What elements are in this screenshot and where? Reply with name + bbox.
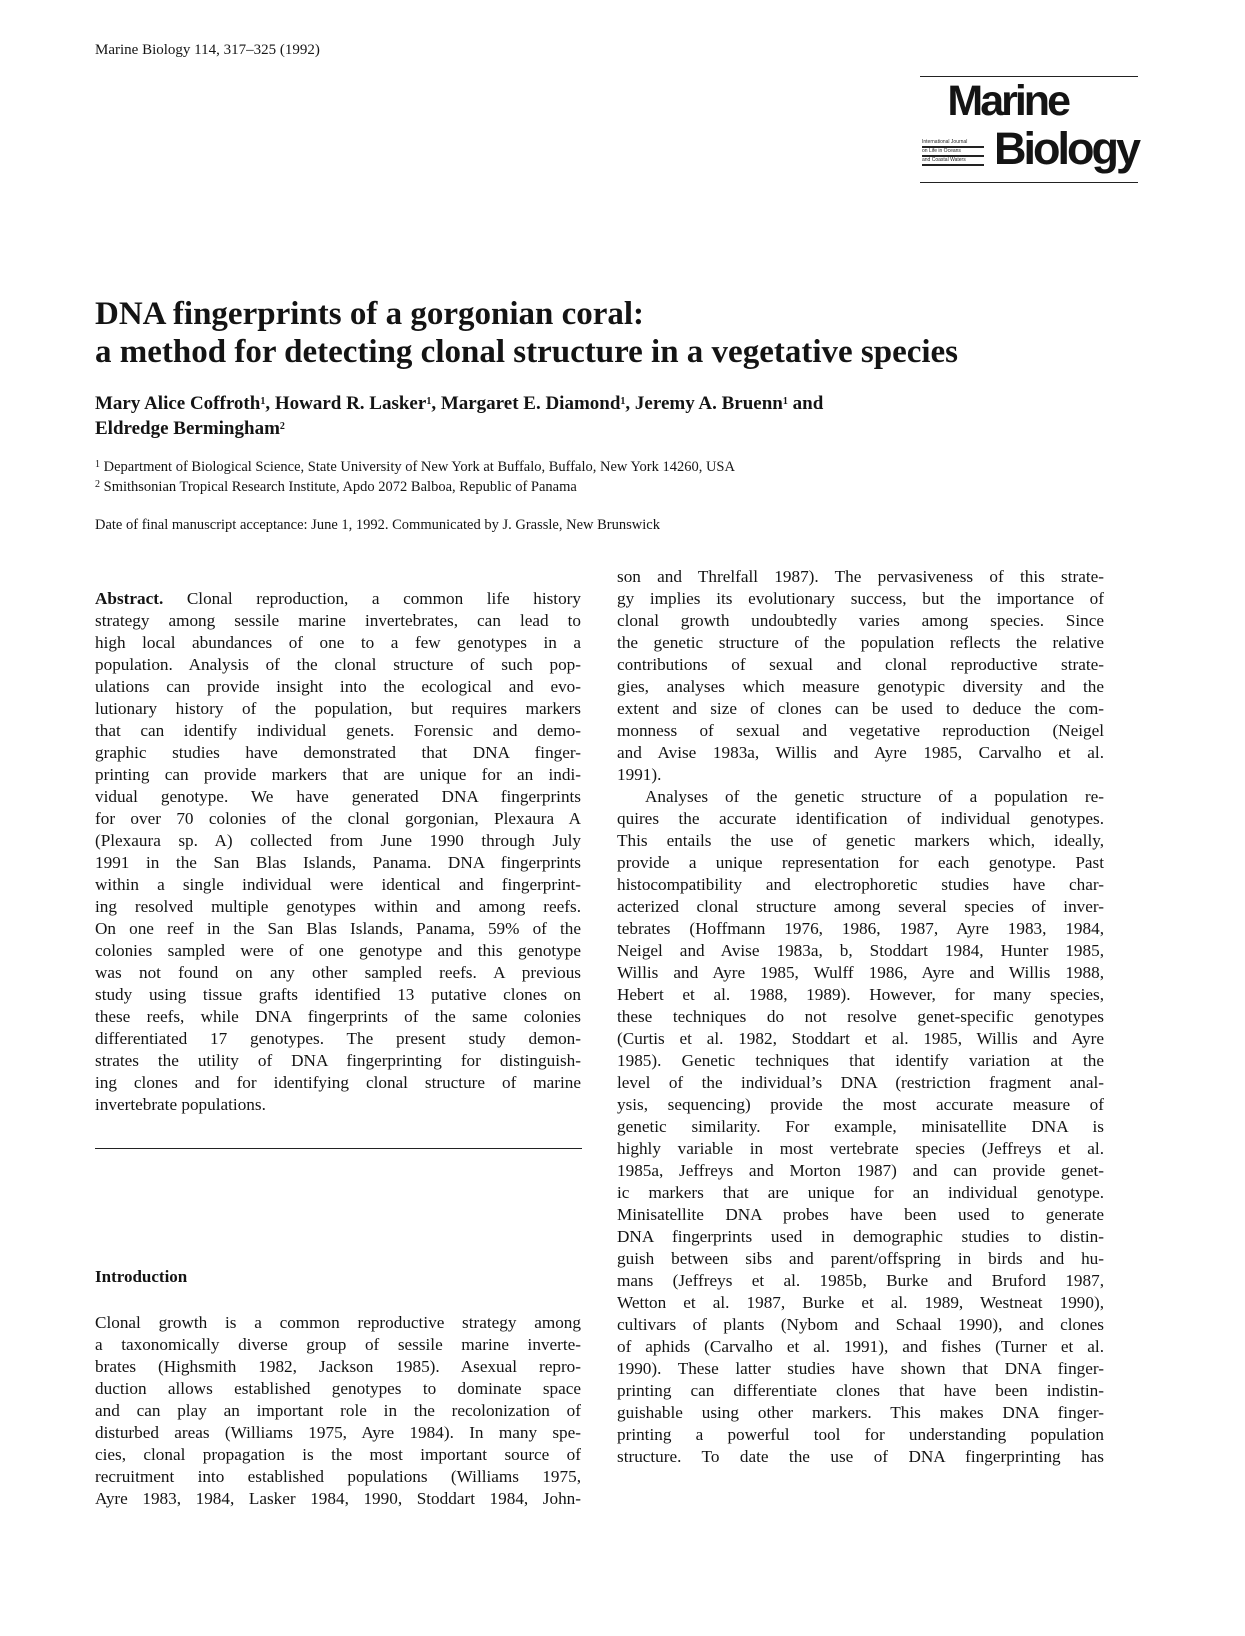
text-line: was not found on any other sampled reefs. A previous bbox=[95, 963, 581, 982]
author-line bbox=[95, 391, 1155, 416]
text-line: and Avise 1983a, Willis and Ayre 1985, Carvalho et al. bbox=[617, 743, 1104, 762]
text-line: recruitment into established populations (Williams 1975, bbox=[95, 1467, 581, 1486]
title-line: DNA fingerprints of a gorgonian coral: bbox=[95, 296, 645, 332]
text-line: ysis, sequencing) provide the most accurate measure of bbox=[617, 1095, 1104, 1114]
logo-biology: Biology bbox=[994, 123, 1138, 174]
author-name: Jeremy A. Bruenn bbox=[634, 393, 783, 414]
affiliation-text: Department of Biological Science, State University of New York at Buffalo, Buffalo, New York 14260, USA bbox=[103, 459, 735, 475]
text-line: contributions of sexual and clonal reproductive strate- bbox=[617, 655, 1104, 674]
text-line: strategy among sessile marine invertebrates, can lead to bbox=[95, 611, 581, 630]
text-line: extent and size of clones can be used to deduce the com- bbox=[617, 699, 1104, 718]
text-line: study using tissue grafts identified 13 putative clones on bbox=[95, 985, 581, 1004]
abstract-label: Abstract. bbox=[95, 589, 164, 608]
text-line: brates (Highsmith 1982, Jackson 1985). Asexual repro- bbox=[95, 1357, 581, 1376]
text-line bbox=[95, 588, 581, 610]
text-line: ing clones and for identifying clonal structure of marine bbox=[95, 1073, 581, 1092]
text-line: these reefs, while DNA fingerprints of the same colonies bbox=[95, 1007, 581, 1026]
logo-tagline-line: International Journal bbox=[922, 139, 984, 148]
author-affil-mark: 1 bbox=[260, 396, 266, 407]
text-line: Ayre 1983, 1984, Lasker 1984, 1990, Stoddart 1984, John- bbox=[95, 1489, 581, 1508]
text-line: guishable using other markers. This makes DNA finger- bbox=[617, 1403, 1104, 1422]
text-line: gies, analyses which measure genotypic diversity and the bbox=[617, 677, 1104, 696]
author-separator: and bbox=[787, 393, 824, 414]
text-line: 1985). Genetic techniques that identify variation at the bbox=[617, 1051, 1104, 1070]
text-line: strates the utility of DNA fingerprinting for distinguish- bbox=[95, 1051, 581, 1070]
author-separator: , bbox=[431, 393, 441, 414]
text-line: son and Threlfall 1987). The pervasiveness of this strate- bbox=[617, 567, 1104, 586]
text-line: invertebrate populations. bbox=[95, 1095, 266, 1114]
text-line: mans (Jeffreys et al. 1985b, Burke and Bruford 1987, bbox=[617, 1271, 1104, 1290]
text-line: of aphids (Carvalho et al. 1991), and fishes (Turner et al. bbox=[617, 1337, 1104, 1356]
text-line: Analyses of the genetic structure of a population re- bbox=[645, 787, 1104, 806]
section-heading-introduction: Introduction bbox=[95, 1267, 188, 1286]
text-line: DNA fingerprints used in demographic studies to distin- bbox=[617, 1227, 1104, 1246]
author-affil-mark: 1 bbox=[426, 396, 432, 407]
text-line: (Curtis et al. 1982, Stoddart et al. 1985, Willis and Ayre bbox=[617, 1029, 1104, 1048]
text-line: lutionary history of the population, but requires markers bbox=[95, 699, 581, 718]
text-line: 1985a, Jeffreys and Morton 1987) and can provide genet- bbox=[617, 1161, 1104, 1180]
text-line: gy implies its evolutionary success, but the importance of bbox=[617, 589, 1104, 608]
text-line: a taxonomically diverse group of sessile marine inverte- bbox=[95, 1335, 581, 1354]
text-line: histocompatibility and electrophoretic studies have char- bbox=[617, 875, 1104, 894]
text-line: 1991). bbox=[617, 765, 662, 784]
text-line: duction allows established genotypes to dominate space bbox=[95, 1379, 581, 1398]
text-line: that can identify individual genets. Forensic and demo- bbox=[95, 721, 581, 740]
text-line: level of the individual’s DNA (restriction fragment anal- bbox=[617, 1073, 1104, 1092]
text-line: colonies sampled were of one genotype and this genotype bbox=[95, 941, 581, 960]
text-line: printing can provide markers that are unique for an indi- bbox=[95, 765, 581, 784]
abstract bbox=[95, 588, 581, 1116]
logo-tagline-line: and Coastal Waters bbox=[922, 157, 984, 166]
text-line: tebrates (Hoffmann 1976, 1986, 1987, Ayre 1983, 1984, bbox=[617, 919, 1104, 938]
author-name: Margaret E. Diamond bbox=[440, 393, 621, 414]
text-line: 1991 in the San Blas Islands, Panama. DNA fingerprints bbox=[95, 853, 581, 872]
text-line: acterized clonal structure among several species of inver- bbox=[617, 897, 1104, 916]
text-line: graphic studies have demonstrated that DNA finger- bbox=[95, 743, 581, 762]
text-line: highly variable in most vertebrate species (Jeffreys et al. bbox=[617, 1139, 1104, 1158]
paper-title bbox=[95, 295, 1155, 371]
author-affil-mark: 1 bbox=[782, 396, 788, 407]
affiliation bbox=[95, 477, 1155, 497]
text-line: ulations can provide insight into the ecological and evo- bbox=[95, 677, 581, 696]
title-line: a method for detecting clonal structure in a vegetative species bbox=[95, 334, 959, 370]
journal-logo bbox=[920, 76, 1138, 186]
right-column-text bbox=[617, 566, 1104, 1468]
text-line: for over 70 colonies of the clonal gorgonian, Plexaura A bbox=[95, 809, 581, 828]
text-line: printing a powerful tool for understanding population bbox=[617, 1425, 1104, 1444]
text-line: Minisatellite DNA probes have been used to generate bbox=[617, 1205, 1104, 1224]
affiliation-text: Smithsonian Tropical Research Institute, Apdo 2072 Balboa, Republic of Panama bbox=[103, 479, 577, 495]
text-line: genetic similarity. For example, minisatellite DNA is bbox=[617, 1117, 1104, 1136]
author-name: Mary Alice Coffroth bbox=[95, 393, 261, 414]
affiliation-mark: 2 bbox=[95, 479, 100, 490]
logo-tagline bbox=[922, 139, 984, 166]
text-line: vidual genotype. We have generated DNA fingerprints bbox=[95, 787, 581, 806]
text-line: guish between sibs and parent/offspring in birds and hu- bbox=[617, 1249, 1104, 1268]
abstract-separator bbox=[95, 1148, 582, 1149]
introduction-text bbox=[95, 1312, 581, 1510]
text-line: ing resolved multiple genotypes within and among reefs. bbox=[95, 897, 581, 916]
text-line: cultivars of plants (Nybom and Schaal 1990), and clones bbox=[617, 1315, 1104, 1334]
text-line: On one reef in the San Blas Islands, Panama, 59% of the bbox=[95, 919, 581, 938]
author-affil-mark: 1 bbox=[620, 396, 626, 407]
author-separator: , bbox=[625, 393, 635, 414]
text-line: clonal growth undoubtedly varies among species. Since bbox=[617, 611, 1104, 630]
text-line: cies, clonal propagation is the most important source of bbox=[95, 1445, 581, 1464]
affiliation-mark: 1 bbox=[95, 459, 100, 470]
text-line: Willis and Ayre 1985, Wulff 1986, Ayre and Willis 1988, bbox=[617, 963, 1104, 982]
text-line: Wetton et al. 1987, Burke et al. 1989, Westneat 1990), bbox=[617, 1293, 1104, 1312]
text-line: (Plexaura sp. A) collected from June 1990 through July bbox=[95, 831, 581, 850]
text-line: printing can differentiate clones that have been indistin- bbox=[617, 1381, 1104, 1400]
journal-citation: Marine Biology 114, 317–325 (1992) bbox=[95, 42, 320, 58]
author-list bbox=[95, 391, 1155, 441]
author-affil-mark: 2 bbox=[279, 421, 285, 432]
logo-bottom-rule bbox=[920, 182, 1138, 183]
text-line: ic markers that are unique for an individual genotype. bbox=[617, 1183, 1104, 1202]
text-line: and can play an important role in the recolonization of bbox=[95, 1401, 581, 1420]
text-line: disturbed areas (Williams 1975, Ayre 1984). In many spe- bbox=[95, 1423, 581, 1442]
text-line: 1990). These latter studies have shown that DNA finger- bbox=[617, 1359, 1104, 1378]
text-line: This entails the use of genetic markers which, ideally, bbox=[617, 831, 1104, 850]
text-line: high local abundances of one to a few genotypes in a bbox=[95, 633, 581, 652]
affiliations bbox=[95, 457, 1155, 497]
logo-marine: Marine bbox=[947, 77, 1068, 125]
text-line: structure. To date the use of DNA fingerprinting has bbox=[617, 1447, 1104, 1466]
affiliation bbox=[95, 457, 1155, 477]
logo-tagline-line: on Life in Oceans bbox=[922, 148, 984, 157]
author-name: Eldredge Bermingham bbox=[95, 418, 280, 439]
text-line: quires the accurate identification of individual genotypes. bbox=[617, 809, 1104, 828]
text-line: monness of sexual and vegetative reproduction (Neigel bbox=[617, 721, 1104, 740]
text-line: Neigel and Avise 1983a, b, Stoddart 1984, Hunter 1985, bbox=[617, 941, 1104, 960]
manuscript-dates: Date of final manuscript acceptance: June 1, 1992. Communicated by J. Grassle, New Brunswick bbox=[95, 517, 660, 533]
text-line: differentiated 17 genotypes. The present study demon- bbox=[95, 1029, 581, 1048]
author-name: Howard R. Lasker bbox=[274, 393, 427, 414]
text-line: provide a unique representation for each genotype. Past bbox=[617, 853, 1104, 872]
text-line: Hebert et al. 1988, 1989). However, for many species, bbox=[617, 985, 1104, 1004]
text-line: population. Analysis of the clonal structure of such pop- bbox=[95, 655, 581, 674]
author-line bbox=[95, 416, 1155, 441]
text-line: the genetic structure of the population reflects the relative bbox=[617, 633, 1104, 652]
author-separator: , bbox=[265, 393, 275, 414]
abstract-first-line: Clonal reproduction, a common life history bbox=[163, 589, 581, 608]
text-line: within a single individual were identical and fingerprint- bbox=[95, 875, 581, 894]
text-line: these techniques do not resolve genet-specific genotypes bbox=[617, 1007, 1104, 1026]
text-line: Clonal growth is a common reproductive strategy among bbox=[95, 1313, 581, 1332]
